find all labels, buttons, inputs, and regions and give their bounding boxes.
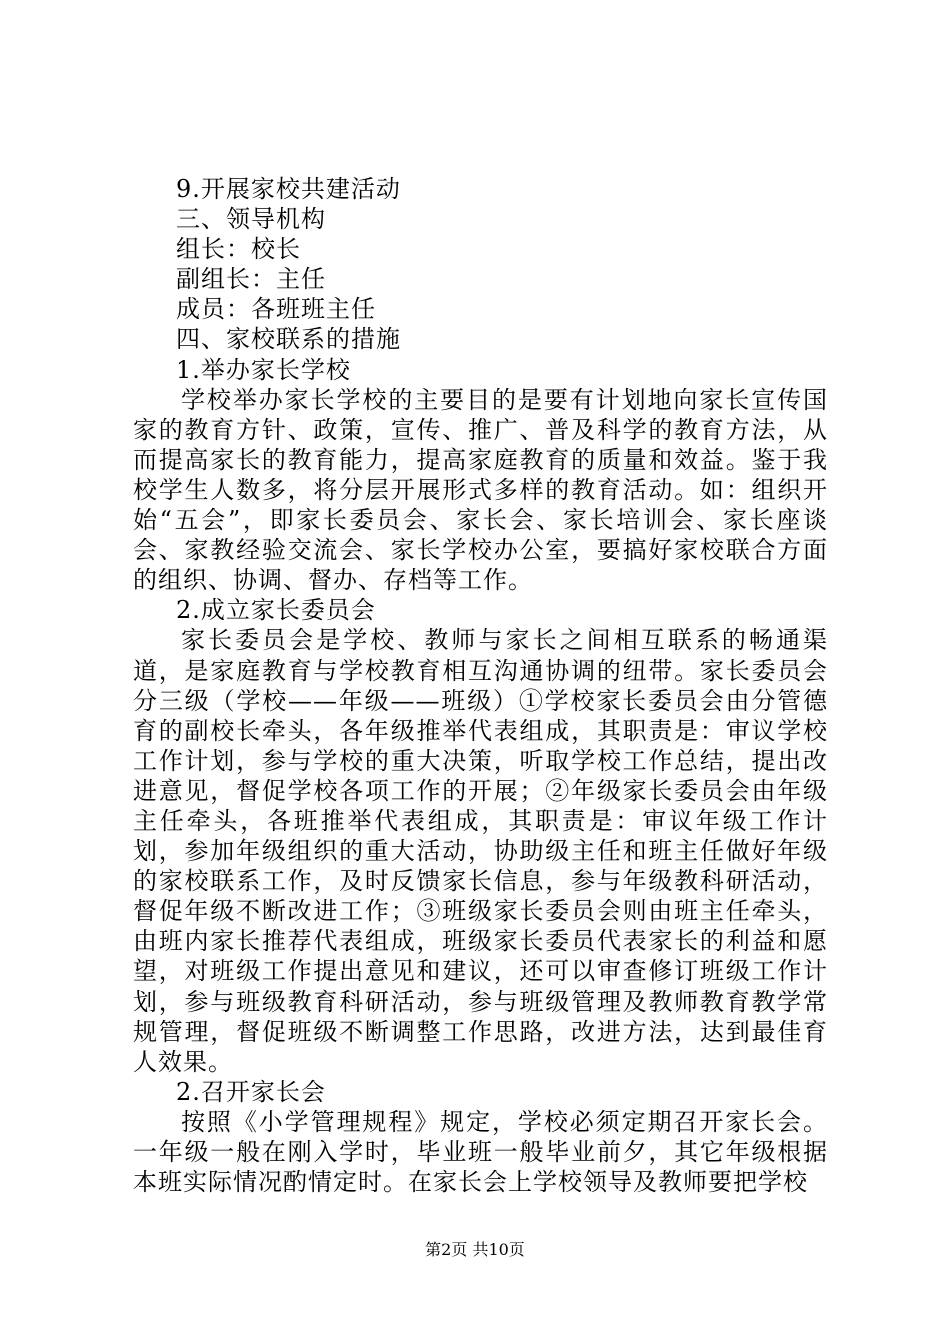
document-body [133,174,828,1197]
subheading-parent-committee: 2.成立家长委员会 [176,596,376,625]
leader-line: 组长：校长 [176,235,301,264]
members-line: 成员：各班班主任 [176,295,376,324]
list-item-build-activity: 9.开展家校共建活动 [176,175,401,203]
paragraph-parent-school: 学校举办家长学校的主要目的是要有计划地向家长宣传国家的教育方针、政策，宣传、推广、普及科学的教育方法，从而提高家长的教育能力，提高家庭教育的质量和效益。鉴于我校学生人数多，将分层开展形式多样的教育活动。如：组织开始“五会”，即家长委员会、家长会、家长培训会、家长座谈会、家教经验交流会、家长学校办公室，要搞好家校联合方面的组织、协调、督办、存档等工作。 [133,385,828,595]
page-number-footer: 第2页 共10页 [425,1240,525,1259]
vice-leader-line: 副组长：主任 [176,265,326,294]
section-heading-measures: 四、家校联系的措施 [176,325,401,354]
paragraph-parent-meeting: 按照《小学管理规程》规定，学校必须定期召开家长会。一年级一般在刚入学时，毕业班一般毕业前夕，其它年级根据本班实际情况酌情定时。在家长会上学校领导及教师要把学校 [133,1107,828,1197]
subheading-parent-school: 1.举办家长学校 [176,355,351,384]
section-heading-leadership: 三、领导机构 [176,205,326,234]
paragraph-parent-committee: 家长委员会是学校、教师与家长之间相互联系的畅通渠道，是家庭教育与学校教育相互沟通协调的纽带。家长委员会分三级（学校——年级——班级）①学校家长委员会由分管德育的副校长牵头，各年级推举代表组成，其职责是：审议学校工作计划，参与学校的重大决策，听取学校工作总结，提出改进意见，督促学校各项工作的开展；②年级家长委员会由年级主任牵头，各班推举代表组成，其职责是：审议年级工作计划，参加年级组织的重大活动，协助级主任和班主任做好年级的家校联系工作，及时反馈家长信息，参与年级教科研活动，督促年级不断改进工作；③班级家长委员会则由班主任牵头，由班内家长推荐代表组成，班级家长委员代表家长的利益和愿望，对班级工作提出意见和建议，还可以审查修订班级工作计划，参与班级教育科研活动，参与班级管理及教师教育教学常规管理，督促班级不断调整工作思路，改进方法，达到最佳育人效果。 [133,626,828,1076]
subheading-parent-meeting: 2.召开家长会 [176,1077,326,1106]
